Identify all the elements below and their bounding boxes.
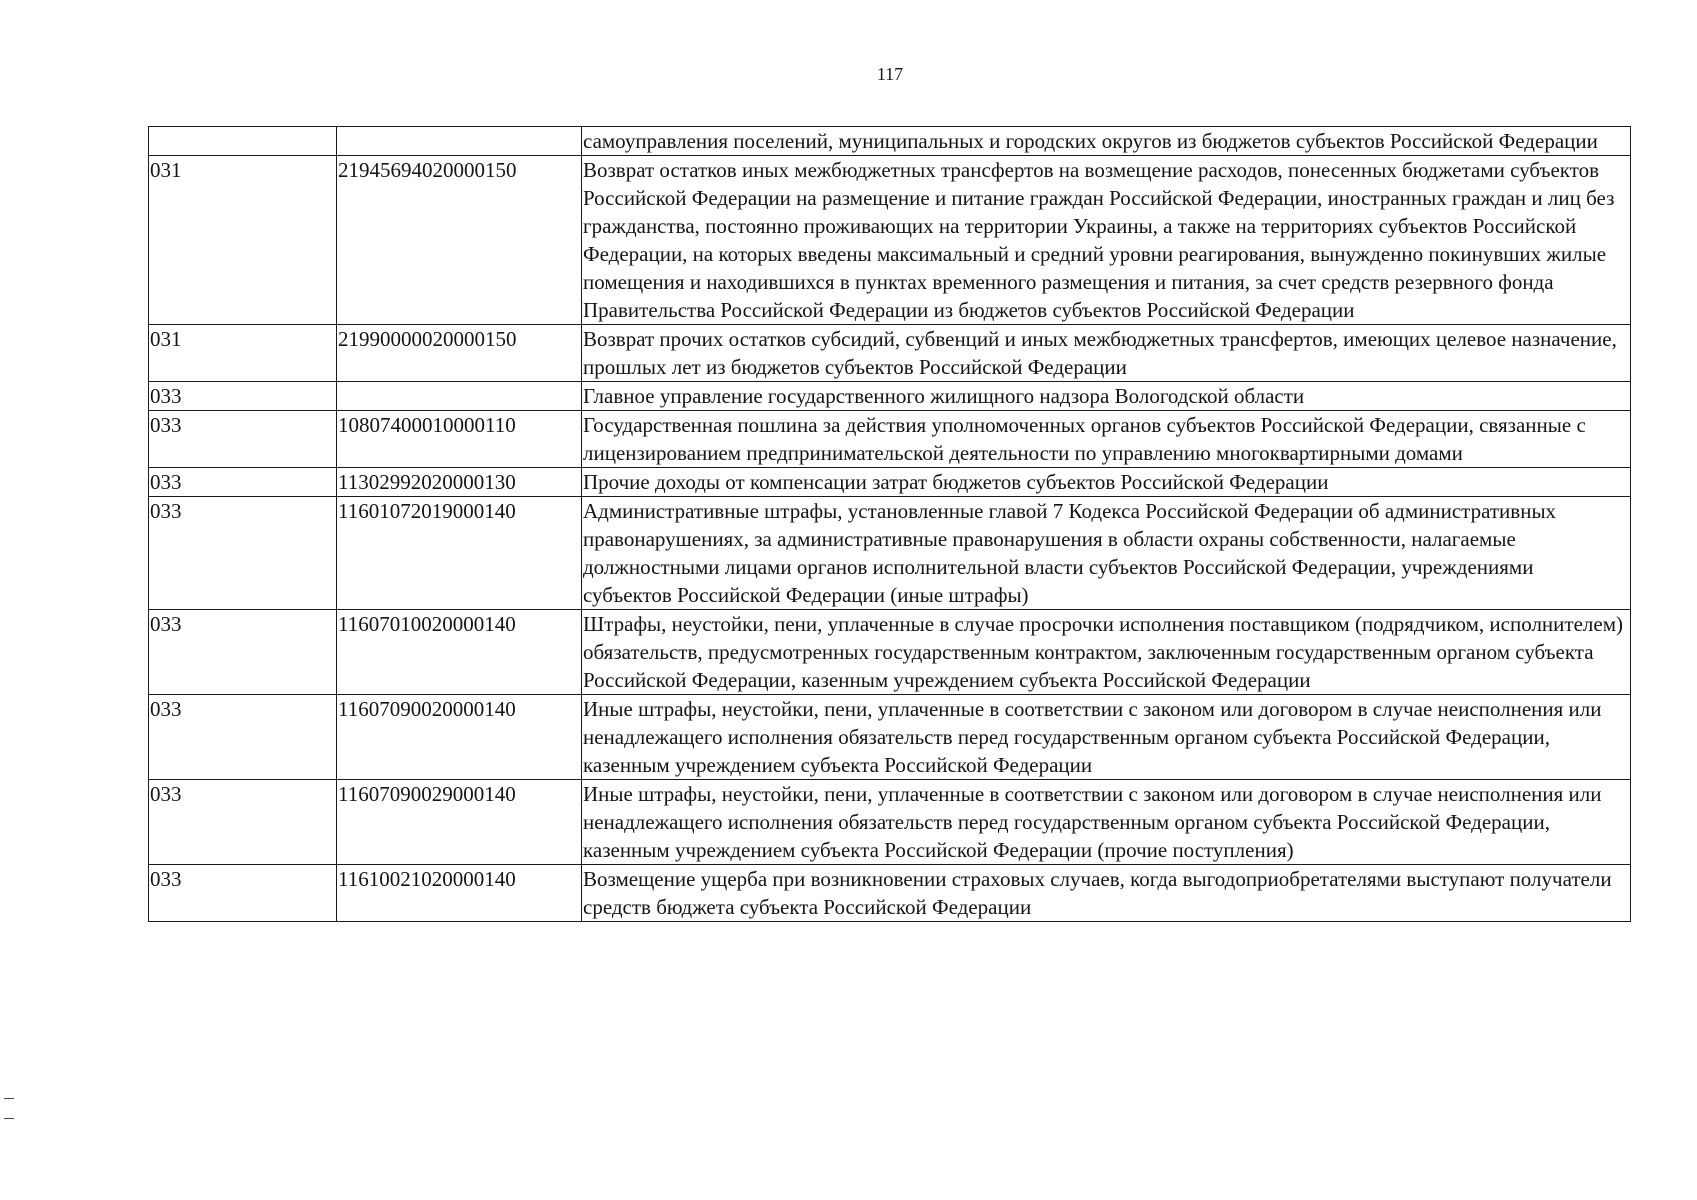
description-cell: Штрафы, неустойки, пени, уплаченные в случае просрочки исполнения поставщиком (подрядчиком, исполнителем) обязательств, предусмотренных государственным контрактом, заключенным государственным органом субъекта Российской Федерации, казенным учреждением субъекта Российской Федерации (582, 610, 1631, 695)
description-cell: Возврат прочих остатков субсидий, субвенций и иных межбюджетных трансфертов, имеющих целевое назначение, прошлых лет из бюджетов субъектов Российской Федерации (582, 325, 1631, 382)
admin-code-cell: 033 (149, 382, 337, 411)
scan-mark (4, 1118, 14, 1119)
table-row (149, 411, 1631, 468)
table-row (149, 156, 1631, 325)
table-row (149, 382, 1631, 411)
description-cell: Иные штрафы, неустойки, пени, уплаченные в соответствии с законом или договором в случае неисполнения или ненадлежащего исполнения обязательств перед государственным органом субъекта Российской Федерации, казенным учреждением субъекта Российской Федерации (прочие поступления) (582, 780, 1631, 865)
table-row (149, 127, 1631, 156)
revenue-code-cell (337, 382, 582, 411)
revenue-code-cell: 21945694020000150 (337, 156, 582, 325)
revenue-code-cell (337, 127, 582, 156)
description-cell: Государственная пошлина за действия уполномоченных органов субъектов Российской Федерации, связанные с лицензированием предпринимательской деятельности по управлению многоквартирными домами (582, 411, 1631, 468)
description-cell: Главное управление государственного жилищного надзора Вологодской области (582, 382, 1631, 411)
revenue-code-cell: 11607090029000140 (337, 780, 582, 865)
revenue-code-cell: 11610021020000140 (337, 865, 582, 922)
table-row (149, 325, 1631, 382)
description-cell: Возврат остатков иных межбюджетных трансфертов на возмещение расходов, понесенных бюджетами субъектов Российской Федерации на размещение и питание граждан Российской Федерации, иностранных граждан и лиц без гражданства, постоянно проживающих на территории Украины, а также на территориях субъектов Российской Федерации, на которых введены максимальный и средний уровни реагирования, вынужденно покинувших жилые помещения и находившихся в пунктах временного размещения и питания, за счет средств резервного фонда Правительства Российской Федерации из бюджетов субъектов Российской Федерации (582, 156, 1631, 325)
admin-code-cell: 033 (149, 695, 337, 780)
scan-mark (4, 1098, 14, 1099)
revenue-code-cell: 11607090020000140 (337, 695, 582, 780)
admin-code-cell: 031 (149, 325, 337, 382)
admin-code-cell: 033 (149, 468, 337, 497)
table-row (149, 610, 1631, 695)
admin-code-cell: 033 (149, 411, 337, 468)
description-cell: Иные штрафы, неустойки, пени, уплаченные в соответствии с законом или договором в случае неисполнения или ненадлежащего исполнения обязательств перед государственным органом субъекта Российской Федерации, казенным учреждением субъекта Российской Федерации (582, 695, 1631, 780)
table-row (149, 780, 1631, 865)
admin-code-cell: 033 (149, 497, 337, 610)
revenue-code-cell: 11601072019000140 (337, 497, 582, 610)
page-number: 117 (876, 64, 904, 84)
description-cell: Административные штрафы, установленные главой 7 Кодекса Российской Федерации об административных правонарушениях, за административные правонарушения в области охраны собственности, налагаемые должностными лицами органов исполнительной власти субъектов Российской Федерации, учреждениями субъектов Российской Федерации (иные штрафы) (582, 497, 1631, 610)
table-row (149, 695, 1631, 780)
description-cell: самоуправления поселений, муниципальных и городских округов из бюджетов субъектов Российской Федерации (582, 127, 1631, 156)
revenue-code-cell: 21990000020000150 (337, 325, 582, 382)
revenue-code-cell: 11607010020000140 (337, 610, 582, 695)
description-cell: Прочие доходы от компенсации затрат бюджетов субъектов Российской Федерации (582, 468, 1631, 497)
admin-code-cell (149, 127, 337, 156)
admin-code-cell: 033 (149, 610, 337, 695)
admin-code-cell: 031 (149, 156, 337, 325)
table-row (149, 497, 1631, 610)
revenue-codes-table (148, 126, 1631, 922)
table-row (149, 468, 1631, 497)
table-row (149, 865, 1631, 922)
revenue-code-cell: 11302992020000130 (337, 468, 582, 497)
admin-code-cell: 033 (149, 865, 337, 922)
description-cell: Возмещение ущерба при возникновении страховых случаев, когда выгодоприобретателями выступают получатели средств бюджета субъекта Российской Федерации (582, 865, 1631, 922)
admin-code-cell: 033 (149, 780, 337, 865)
revenue-code-cell: 10807400010000110 (337, 411, 582, 468)
